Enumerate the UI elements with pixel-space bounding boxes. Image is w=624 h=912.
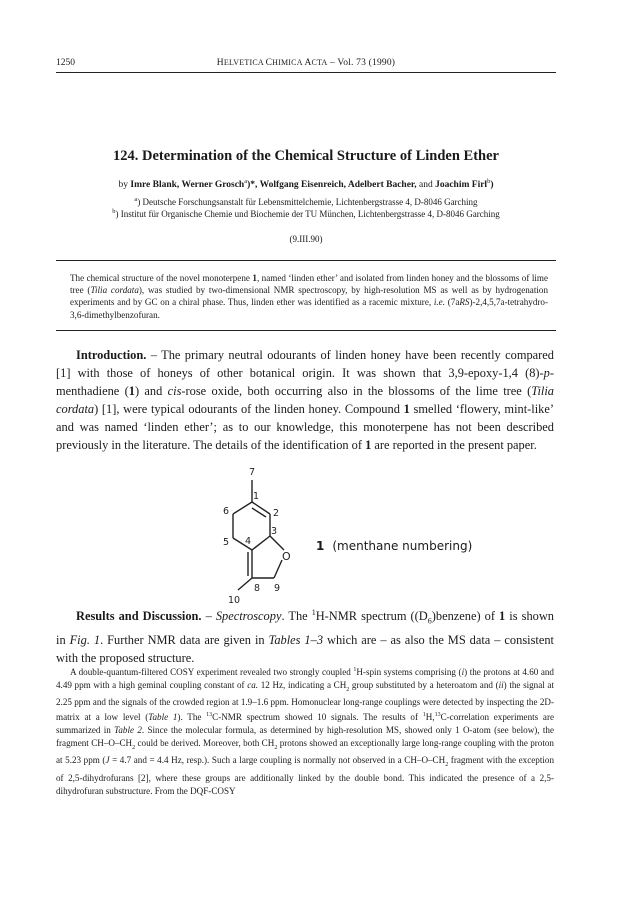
author-names-1: Imre Blank, Werner Grosch <box>130 180 245 191</box>
small-text-14: = 4.7 and = 4.4 Hz, resp.). Such a large coupling is normally not observed in a CH–O–CH <box>109 755 446 766</box>
author-line <box>56 178 556 190</box>
small-sub-4: 2 <box>445 762 449 769</box>
intro-italic-cis: cis <box>167 384 182 399</box>
structure-caption <box>316 539 472 553</box>
results-text-4: )benzene) of <box>431 609 500 624</box>
body-small-paragraph <box>56 664 554 798</box>
abstract-text-2: , named ‘linden ether’ and isolated from linden honey and the blossoms of lime tree ( <box>70 273 548 296</box>
small-italic-ca: ca. <box>247 679 259 690</box>
intro-text-7: are reported in the present paper. <box>371 438 537 453</box>
small-text-1: A double-quantum-filtered COSY experiment revealed two strongly coupled <box>70 667 354 678</box>
journal-volume: – Vol. 73 (1990) <box>327 58 396 68</box>
small-text-4: 12 Hz, indicating a CH <box>258 679 347 690</box>
introduction-paragraph <box>56 346 554 455</box>
results-sub-6: 6 <box>427 616 432 626</box>
bond-8-10 <box>238 578 252 590</box>
figure-ref: Fig. 1 <box>69 632 101 647</box>
results-paragraph <box>56 604 554 667</box>
compound-ref: 1 <box>499 609 506 624</box>
small-italic-j: J <box>105 755 110 766</box>
bond-3-o <box>270 536 284 550</box>
running-header <box>56 58 556 72</box>
abstract-italic-rs: RS <box>459 297 470 308</box>
atom-label-7: 7 <box>249 467 256 478</box>
species-name: Tilia cordata <box>90 285 139 296</box>
affiliation-b-text: ) Institut für Organische Chemie und Biochemie der TU München, Lichtenbergstrasse 4, D-8046 Garching <box>115 209 500 219</box>
small-text-10: C-correlation experiments are summarized in <box>56 712 555 736</box>
affiliation-a-mark: a <box>134 196 138 203</box>
table-ref: Tables 1–3 <box>268 632 324 647</box>
journal-reference <box>56 58 556 68</box>
compound-ref: 1 <box>252 273 257 283</box>
bond-1-2 <box>252 502 270 514</box>
small-text-11: . Since the molecular formula, as determined by high-resolution MS, showed only 1 O-atom (see below), the fragment CH–O–CH <box>56 725 554 748</box>
small-italic-i: i <box>461 667 465 678</box>
page-number: 1250 <box>56 58 75 68</box>
author-sup-b: b <box>487 178 491 185</box>
results-text-6: . Further NMR data are given in <box>100 632 269 647</box>
authors-by: by <box>118 180 131 191</box>
abstract-text-5: )-2,4,5,7a-tetrahydro-3,6-dimethylbenzofuran. <box>70 297 548 320</box>
atom-label-10: 10 <box>228 595 241 606</box>
affiliation-a-text: ) Deutsche Forschungsanstalt für Lebensmittelchemie, Lichtenbergstrasse 4, D-8046 Garching <box>137 197 478 207</box>
results-text-2: . The <box>281 609 312 624</box>
small-text-5: group substituted by a heteroatom and ( <box>349 679 499 690</box>
small-sup-1: 1 <box>353 667 357 673</box>
compound-ref: 1 <box>403 402 410 417</box>
intro-text-2: -menthadiene ( <box>56 366 554 399</box>
small-sup-4: 13 <box>434 712 441 719</box>
results-text-3: H-NMR spectrum ((D <box>315 609 428 624</box>
journal-word-3: CTA <box>311 58 328 67</box>
author-names-2: Wolfgang Eisenreich, Adelbert Bacher, <box>259 180 419 191</box>
article-title: 124. Determination of the Chemical Structure of Linden Ether <box>113 148 499 164</box>
abstract-text-1: The chemical structure of the novel monoterpene <box>70 273 253 283</box>
atom-label-6: 6 <box>223 506 230 517</box>
results-text-1: – <box>201 609 216 624</box>
journal-initial-h: H <box>216 58 224 68</box>
intro-text-1: – The primary neutral odourants of linden honey have been recently compared [1] with those of honeys of other botanical origin. It was shown that 3,9-epoxy-1,4 (8)- <box>56 348 554 381</box>
small-text-13: protons showed an exceptionally large long-range coupling with the proton at 5.23 ppm ( <box>56 737 554 766</box>
journal-word-2: HIMICA <box>272 58 305 67</box>
author-names-3: Joachim Firl <box>435 180 488 191</box>
author-sup-a: a <box>244 178 248 185</box>
affiliation-a <box>56 196 556 207</box>
author-close-a: )*, <box>247 180 260 191</box>
small-text-15: fragment with the exception of 2,5-dihydrofurans [2], where these groups are additionally linked by the double bond. This indicated the presence of a 2,5-dihydrofuran substructure. From the DQF-COSY <box>56 755 554 796</box>
atom-label-oxygen: O <box>282 550 291 563</box>
journal-initial-a: A <box>304 58 312 68</box>
atom-label-2: 2 <box>273 508 280 519</box>
bond-6-1 <box>233 502 252 514</box>
abstract-text-3: ), was studied by two-dimensional NMR spectroscopy, by high-resolution MS as well as by hydrogenation experiments and by GC on a chiral phase. Thus, linden ether was identified as a racemic mixture, <box>70 285 548 308</box>
intro-text-6: smelled ‘flowery, mint-like’ and was named ‘linden ether’; as to our knowledge, this monoterpene has not been described previously in the literature. The details of the identification of <box>56 402 554 453</box>
authors-and: and <box>419 180 436 191</box>
small-italic-ii: ii <box>498 679 504 690</box>
abstract-italic-ie: i.e. <box>433 297 445 308</box>
results-heading: Results and Discussion. <box>76 609 202 624</box>
compound-ref: 1 <box>365 438 372 453</box>
table-ref: Table 1 <box>148 712 178 723</box>
caption-text: (menthane numbering) <box>332 539 473 553</box>
compound-ref: 1 <box>128 384 135 399</box>
small-sup-2: 13 <box>206 712 213 719</box>
small-sub-1: 2 <box>346 686 350 693</box>
bond-o-9 <box>274 560 282 578</box>
atom-label-3: 3 <box>271 526 278 537</box>
small-sub-2: 2 <box>132 744 136 751</box>
small-text-8: C-NMR spectrum showed 10 signals. The results of <box>212 712 423 723</box>
atom-label-4: 4 <box>245 536 252 547</box>
small-sup-3: 1 <box>422 712 426 719</box>
atom-label-5: 5 <box>223 537 230 548</box>
atom-label-1: 1 <box>253 491 260 502</box>
small-text-9: H, <box>425 712 435 723</box>
journal-initial-c: C <box>265 58 273 68</box>
atom-label-8: 8 <box>254 583 261 594</box>
affiliation-b-mark: b <box>112 208 116 215</box>
compound-number: 1 <box>316 539 325 553</box>
bond-3-4 <box>252 536 270 550</box>
small-sub-3: 2 <box>274 744 278 751</box>
species-name: Tilia cordata <box>56 384 554 417</box>
author-close-b: ) <box>490 180 494 191</box>
results-italic-spectroscopy: Spectroscopy <box>215 609 282 624</box>
header-rule <box>56 72 556 73</box>
affiliation-b <box>56 208 556 219</box>
abstract-text-4: (7a <box>445 297 460 308</box>
abstract-bottom-rule <box>56 330 556 331</box>
intro-italic-p: p <box>543 366 550 381</box>
received-date: (9.III.90) <box>289 234 323 244</box>
chemical-structure <box>190 462 310 608</box>
atom-label-9: 9 <box>274 583 281 594</box>
abstract <box>70 272 548 321</box>
results-text-7: which are – as also the MS data – consistent with the proposed structure. <box>56 632 554 665</box>
introduction-heading: Introduction. <box>76 348 147 362</box>
small-text-12: could be derived. Moreover, both CH <box>135 737 275 748</box>
results-sup-1: 1 <box>311 608 316 617</box>
abstract-top-rule <box>56 260 556 261</box>
intro-text-5: ) [1], were typical odourants of the linden honey. Compound <box>94 402 404 417</box>
small-text-7: ). The <box>177 712 207 723</box>
intro-text-4: -rose oxide, both occurring also in the blossoms of the lime tree ( <box>181 384 532 399</box>
small-text-3: ) the protons at 4.60 and 4.49 ppm with a high geminal coupling constant of <box>56 667 554 690</box>
journal-word-1: ELVETICA <box>223 58 266 67</box>
intro-text-3: ) and <box>134 384 168 399</box>
small-text-6: ) the signal at 2.25 ppm and the signals of the crowded region at 1.9–1.6 ppm. Homonuclear long-range couplings were detected by inspecting the 2D-matrix at a low level ( <box>56 679 554 723</box>
results-text-5: is shown in <box>56 609 554 647</box>
small-text-2: H-spin systems comprising ( <box>356 667 462 678</box>
table-ref: Table 2 <box>114 725 142 736</box>
